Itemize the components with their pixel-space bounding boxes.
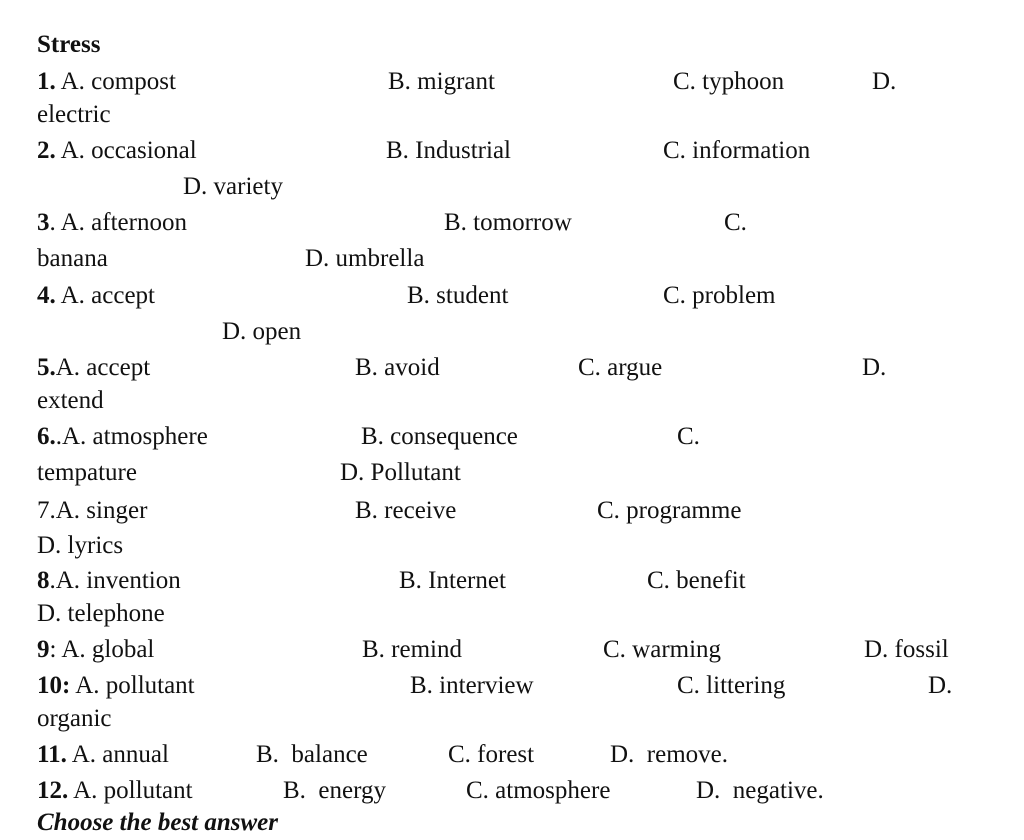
question-number: 9	[37, 636, 50, 663]
question-number: 10:	[37, 672, 71, 699]
option-a: A. accept	[55, 354, 151, 381]
question-number: 4.	[37, 282, 56, 309]
question-9-text	[37, 633, 154, 667]
option-a: .A. invention	[49, 567, 181, 594]
question-12	[0, 774, 1024, 808]
option-c: C. littering	[677, 672, 786, 699]
option-c: C. warming	[603, 636, 722, 663]
question-6-text	[37, 420, 208, 454]
question-11-text	[37, 738, 169, 772]
option-d: D. remove.	[610, 741, 729, 768]
option-d-continued: extend	[37, 387, 104, 414]
question-number: 1.	[37, 68, 56, 95]
option-b: B. tomorrow	[444, 209, 572, 236]
question-10-text	[37, 669, 195, 703]
option-c: C. information	[663, 137, 811, 164]
option-d: D. umbrella	[305, 245, 425, 272]
option-d: D. fossil	[864, 636, 949, 663]
option-b: B. consequence	[361, 423, 518, 450]
option-d: D. telephone	[37, 600, 165, 627]
option-d: D. variety	[183, 173, 283, 200]
option-d: D.	[872, 68, 897, 95]
question-9	[0, 633, 1024, 667]
option-c: C. forest	[448, 741, 535, 768]
section-heading: Stress	[37, 31, 101, 58]
option-a: .A. atmosphere	[55, 423, 208, 450]
option-d-continued: electric	[37, 101, 111, 128]
option-c: C. problem	[663, 282, 776, 309]
option-b: B. balance	[256, 741, 368, 768]
option-c-continued: banana	[37, 245, 108, 272]
question-1-text	[37, 65, 176, 99]
option-d: D.	[928, 672, 953, 699]
option-a: . A. afternoon	[49, 209, 187, 236]
question-7	[0, 494, 1024, 528]
question-4-text	[37, 279, 155, 313]
question-5	[0, 351, 1024, 385]
question-4	[0, 279, 1024, 313]
question-number: 11.	[37, 741, 67, 768]
option-b: B. migrant	[388, 68, 495, 95]
question-number: 2.	[37, 137, 56, 164]
question-5-text	[37, 351, 150, 385]
question-3	[0, 206, 1024, 240]
option-c: C. programme	[597, 497, 742, 524]
option-b: B. receive	[355, 497, 457, 524]
question-2-text	[37, 134, 197, 168]
question-6	[0, 420, 1024, 454]
option-a: A. pollutant	[68, 777, 193, 804]
question-8	[0, 564, 1024, 598]
option-d: D. negative.	[696, 777, 824, 804]
option-d-continued: organic	[37, 705, 112, 732]
question-6-continued	[0, 456, 1024, 490]
option-a: A. singer	[55, 497, 148, 524]
option-d: D.	[862, 354, 887, 381]
question-7-text	[37, 494, 147, 528]
question-8-text	[37, 564, 181, 598]
question-number: 12.	[37, 777, 69, 804]
question-3-continued	[0, 242, 1024, 276]
option-b: B. student	[407, 282, 509, 309]
option-c: C.	[677, 423, 700, 450]
option-a: A. pollutant	[70, 672, 195, 699]
option-b: B. energy	[283, 777, 386, 804]
option-a: A. occasional	[55, 137, 197, 164]
question-number: 7.	[37, 497, 56, 524]
question-11	[0, 738, 1024, 772]
question-1	[0, 65, 1024, 99]
question-number: 3	[37, 209, 50, 236]
question-number: 8	[37, 567, 50, 594]
option-b: B. avoid	[355, 354, 440, 381]
option-a: A. annual	[66, 741, 169, 768]
option-d: D. open	[222, 318, 302, 345]
option-d: D. Pollutant	[340, 459, 461, 486]
question-12-text	[37, 774, 193, 808]
option-a: A. accept	[55, 282, 156, 309]
option-c: C. typhoon	[673, 68, 785, 95]
next-section-heading: Choose the best answer	[37, 809, 279, 836]
question-number: 6.	[37, 423, 56, 450]
option-c-continued: tempature	[37, 459, 137, 486]
option-b: B. interview	[410, 672, 534, 699]
option-c: C. argue	[578, 354, 663, 381]
option-c: C.	[724, 209, 747, 236]
option-b: B. Industrial	[386, 137, 511, 164]
option-b: B. Internet	[399, 567, 506, 594]
question-number: 5.	[37, 354, 56, 381]
option-b: B. remind	[362, 636, 462, 663]
option-c: C. atmosphere	[466, 777, 611, 804]
option-c: C. benefit	[647, 567, 746, 594]
option-a: : A. global	[49, 636, 155, 663]
question-2	[0, 134, 1024, 168]
option-a: A. compost	[55, 68, 176, 95]
question-3-text	[37, 206, 187, 240]
option-d: D. lyrics	[37, 532, 124, 559]
question-10	[0, 669, 1024, 703]
